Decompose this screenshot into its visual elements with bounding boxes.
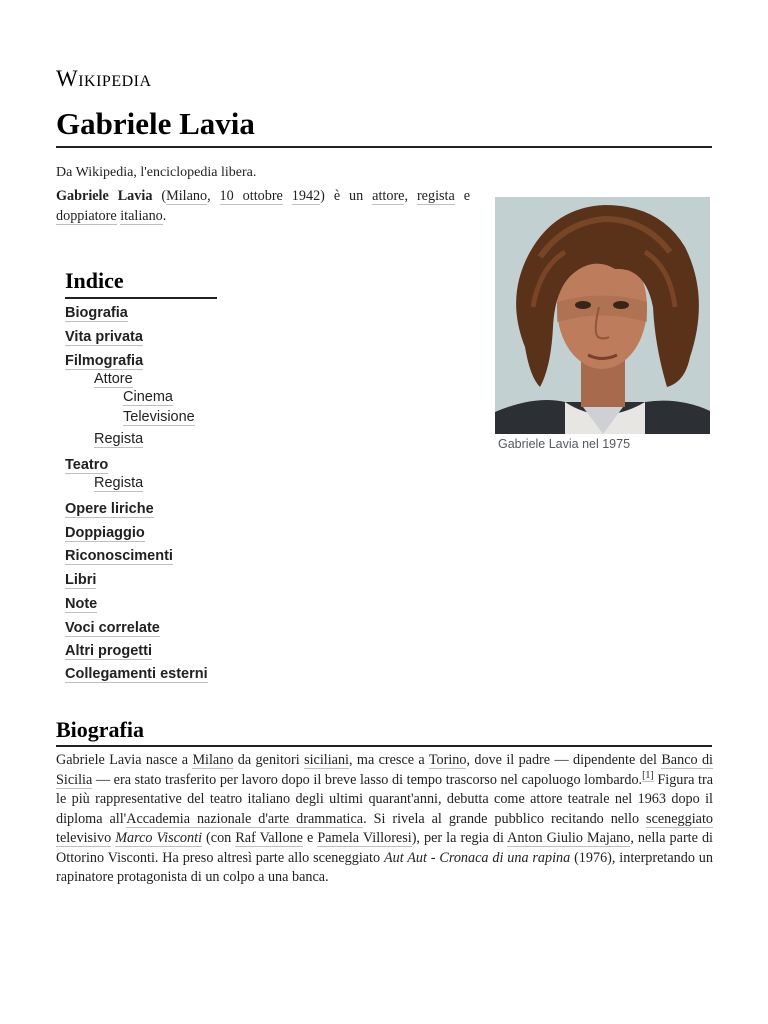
link-anton-giulio-majano[interactable]: Anton Giulio Majano [507,830,631,846]
page-title: Gabriele Lavia [56,104,712,148]
link-italiano[interactable]: italiano [120,208,163,224]
infobox [495,197,710,451]
section-heading-biografia: Biografia [56,716,712,747]
toc-item-label: Doppiaggio [65,525,145,541]
toc-item-vita-privata[interactable] [65,328,143,346]
site-tagline: Da Wikipedia, l'enciclopedia libera. [56,165,257,180]
toc-item-label: Altri progetti [65,643,152,659]
body-text: (1976), interpretando un rapinatore protagonista di un colpo a una banca. [56,849,713,885]
link-birth-date[interactable]: 10 ottobre [219,188,283,204]
lead-subject: Gabriele Lavia [56,188,153,204]
toc-item-collegamenti-esterni[interactable] [65,665,208,683]
toc-item-televisione[interactable] [123,408,195,426]
toc-item-label: Regista [94,475,144,491]
toc-item-label: Televisione [123,409,195,425]
body-text: , dove il padre — dipendente del [466,752,662,768]
lead-text: , [207,188,220,204]
link-pamela-villoresi[interactable]: Pamela Villoresi [317,830,412,846]
biografia-paragraph [56,751,713,888]
toc-item-label: Riconoscimenti [65,548,173,564]
footnote-link[interactable]: [1] [642,769,654,781]
toc-item-regista[interactable] [94,430,143,448]
toc-item-doppiaggio[interactable] [65,524,145,542]
link-torino[interactable]: Torino [428,752,467,768]
toc-item-label: Filmografia [65,353,144,369]
link-accademia[interactable]: Accademia nazionale d'arte drammatica [126,810,364,827]
toc-item-biografia[interactable] [65,304,128,322]
lead-text [283,188,292,204]
body-text: — era stato trasferito per lavoro dopo il breve lasso di tempo trascorso nel capoluogo lombardo. [92,771,643,788]
toc-item-label: Biografia [65,305,128,321]
toc-item-label: Attore [94,371,133,387]
lead-text: ) è un [320,188,373,204]
body-text: Gabriele Lavia nasce a [56,752,193,768]
toc-item-riconoscimenti[interactable] [65,547,173,565]
link-sceneggiato-televisivo[interactable]: sceneggiato televisivo [56,810,714,846]
body-text: . Si rivela al grande pubblico recitando nello [363,810,647,827]
body-text: e [302,830,318,846]
toc-item-teatro[interactable] [65,456,108,474]
body-text: ), per la regia di [411,830,508,846]
lead-text: , [404,188,417,204]
body-text: Figura tra le più rappresentative del teatro italiano degli ultimi quarant'anni, debutta come attore teatrale nel 1963 dopo il diploma all' [56,771,713,827]
table-of-contents [65,266,225,682]
lead-text: e [454,188,471,204]
lead-text: ( [152,188,167,204]
toc-item-note[interactable] [65,595,97,613]
italic-title: Aut Aut - Cronaca di una rapina [383,849,571,866]
toc-item-attore[interactable] [94,370,133,388]
toc-item-label: Voci correlate [65,620,160,636]
link-milano[interactable]: Milano [166,188,208,204]
link-regista[interactable]: regista [416,188,455,204]
link-banco-di-sicilia[interactable]: Banco di Sicilia [56,752,713,788]
toc-item-altri-progetti[interactable] [65,642,152,660]
link-attore[interactable]: attore [372,188,405,204]
portrait-photo[interactable] [495,197,710,434]
toc-item-label: Opere liriche [65,501,154,517]
photo-caption: Gabriele Lavia nel 1975 [498,437,631,451]
link-siciliani[interactable]: siciliani [304,752,349,768]
link-marco-visconti[interactable]: Marco Visconti [115,830,203,846]
toc-item-label: Collegamenti esterni [65,666,208,682]
toc-item-libri[interactable] [65,571,96,589]
link-birth-year[interactable]: 1942 [291,188,321,204]
toc-item-filmografia[interactable] [65,352,143,370]
toc-item-voci-correlate[interactable] [65,619,160,637]
toc-item-label: Note [65,596,98,612]
toc-item-label: Libri [65,572,97,588]
toc-item-teatro-regista[interactable] [94,474,143,492]
toc-item-label: Teatro [65,457,109,473]
body-text: , ma cresce a [348,752,429,768]
link-raf-vallone[interactable]: Raf Vallone [235,830,303,846]
toc-item-opere-liriche[interactable] [65,500,154,518]
toc-title: Indice [65,266,217,299]
toc-item-cinema[interactable] [123,388,173,406]
link-milano[interactable]: Milano [192,752,234,768]
body-text: da genitori [233,752,305,768]
lead-text: . [162,208,167,224]
lead-paragraph [56,186,470,226]
wikipedia-wordmark[interactable]: Wikipedia [56,66,152,91]
body-text: , nella parte di Ottorino Visconti. Ha preso altresì parte allo sceneggiato [56,830,713,866]
link-doppiatore[interactable]: doppiatore [56,208,117,224]
body-text: (con [202,830,236,846]
toc-item-label: Regista [94,431,144,447]
toc-item-label: Cinema [123,389,173,405]
toc-item-label: Vita privata [65,329,143,345]
